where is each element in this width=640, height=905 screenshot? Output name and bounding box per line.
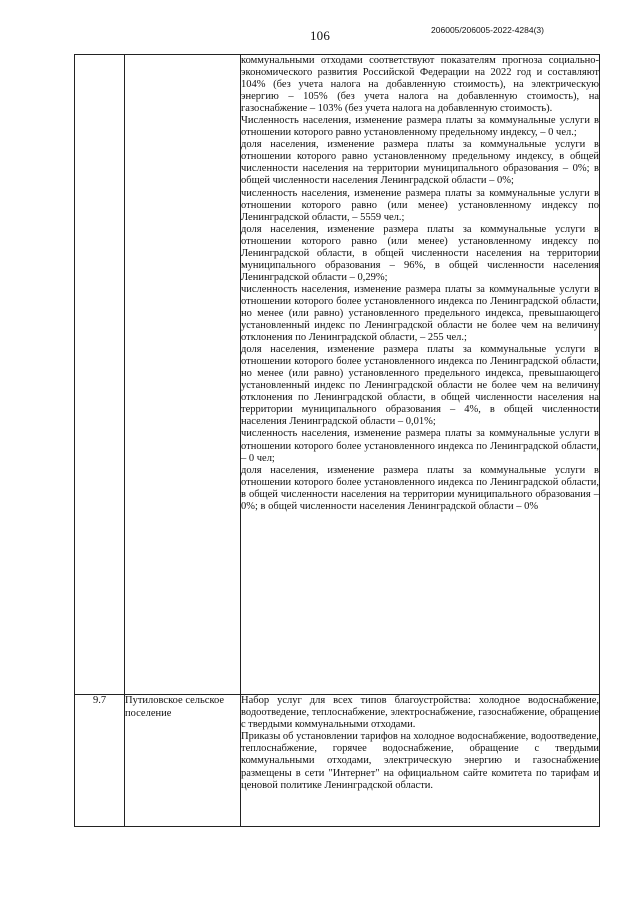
paragraph: коммунальными отходами соответствуют показателям прогноза социально-экономического развития Российской Федерации на 2022 год и составляют 104% (без учета налога на добавленную стоимость), на электрическую энергию – 105% (без учета налога на добавленную стоимость), на газоснабжение – 103% (без учета налога на добавленную стоимость). xyxy=(241,55,599,115)
row-number-cell: 9.7 xyxy=(75,695,125,827)
paragraph: Приказы об установлении тарифов на холодное водоснабжение, водоотведение, теплоснабжение, горячее водоснабжение, обращение с твердыми коммунальными отходами, электрическую энергию и газоснабжение размещены в сети "Интернет" на официальном сайте комитета по тарифам и ценовой политике Ленинградской области. xyxy=(241,731,599,791)
paragraph: численность населения, изменение размера платы за коммунальные услуги в отношении которого более установленного индекса по Ленинградской области, – 0 чел; xyxy=(241,428,599,464)
description-cell xyxy=(241,55,600,695)
paragraph: доля населения, изменение размера платы за коммунальные услуги в отношении которого более установленного индекса по Ленинградской области, в общей численности населения на территории муниципального образования – 0%; в общей численности населения Ленинградской области – 0% xyxy=(241,464,599,512)
paragraph: доля населения, изменение размера платы за коммунальные услуги в отношении которого равно установленному предельному индексу, в общей численности населения на территории муниципального образования – 0%; в общей численности населения Ленинградской области – 0%; xyxy=(241,139,599,187)
paragraph: Набор услуг для всех типов благоустройства: холодное водоснабжение, водоотведение, теплоснабжение, электроснабжение, газоснабжение, обращение с твердыми коммунальными отходами. xyxy=(241,695,599,731)
tariff-table xyxy=(74,54,600,827)
page-number: 106 xyxy=(309,28,331,43)
row-number-cell xyxy=(75,55,125,695)
settlement-name-cell: Путиловское сельское поселение xyxy=(125,695,241,827)
paragraph: численность населения, изменение размера платы за коммунальные услуги в отношении которого более установленного индекса по Ленинградской области, но менее (или равно) установленного предельного индекса, превышающего установленный индекс по Ленинградской области не более чем на величину отклонения по Ленинградской области, – 255 чел.; xyxy=(241,283,599,344)
paragraph: численность населения, изменение размера платы за коммунальные услуги в отношении которого равно (или менее) установленному индексу по Ленинградской области, – 5559 чел.; xyxy=(241,187,599,223)
table-row xyxy=(75,55,600,695)
paragraph: Численность населения, изменение размера платы за коммунальные услуги в отношении которого равно установленному предельному индексу, – 0 чел.; xyxy=(241,115,599,139)
description-cell xyxy=(241,695,600,827)
table-row xyxy=(75,695,600,827)
settlement-name-cell xyxy=(125,55,241,695)
document-code: 206005/206005-2022-4284(3) xyxy=(431,25,544,35)
paragraph: доля населения, изменение размера платы за коммунальные услуги в отношении которого равно (или менее) установленному индексу по Ленинградской области, в общей численности населения на территории муниципального образования – 96%, в общей численности населения Ленинградской области – 0,29%; xyxy=(241,223,599,283)
paragraph: доля населения, изменение размера платы за коммунальные услуги в отношении которого более установленного индекса по Ленинградской области, но менее (или равно) установленного предельного индекса, превышающего установленный индекс по Ленинградской области не более чем на величину отклонения по Ленинградской области, в общей численности населения на территории муниципального образования – 4%, в общей численности населения Ленинградской области – 0,01%; xyxy=(241,344,599,428)
